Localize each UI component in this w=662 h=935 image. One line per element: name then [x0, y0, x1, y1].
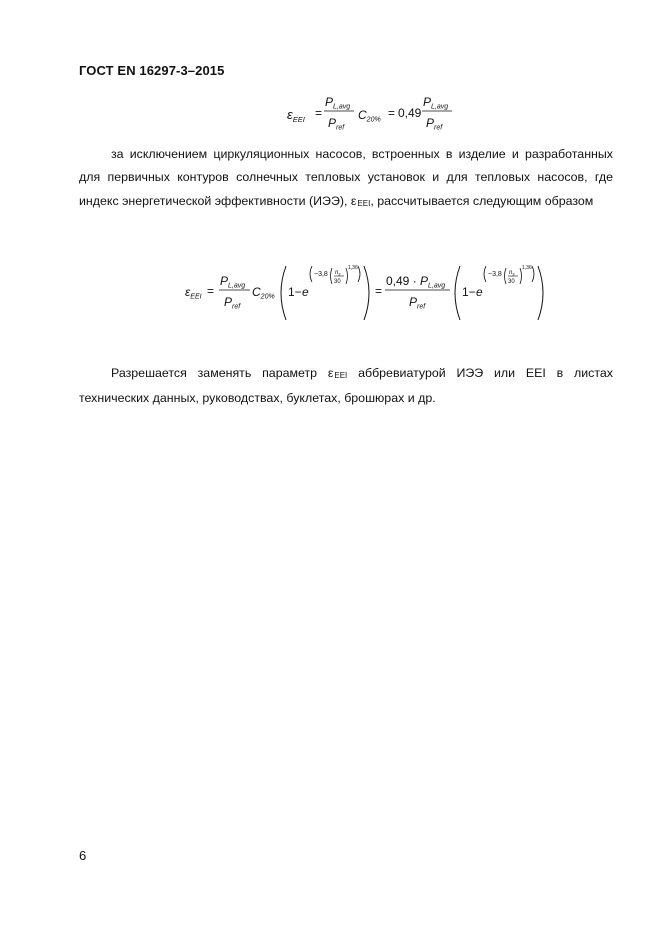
formula2-left-paren-2	[455, 266, 460, 320]
formula2-numerator: $P_{L,avg}$	[220, 274, 246, 290]
formula2-right-paren	[364, 266, 369, 320]
formula2-lhs: $\varepsilon_{EEI}$	[185, 285, 202, 301]
formula1-coefficient: $C_{20\%}$	[358, 108, 381, 124]
formula2-denominator-2: $P_{ref}$	[409, 295, 426, 311]
formula2-exp-right-paren	[358, 266, 360, 282]
paragraph2-text-after: аббревиатурой ИЭЭ или EEI в листах технических данных, руководствах, буклетах, брошюрах и др.	[79, 366, 613, 406]
formula1-equals-2: =	[388, 106, 396, 120]
paragraph2-eei-subscript: EEI	[334, 371, 348, 380]
formula2-one-minus: 1−	[288, 285, 302, 299]
paragraph2-text-before: Разрешается заменять параметр ε	[111, 366, 334, 380]
formula1-lhs: $\varepsilon_{EEI}$	[287, 107, 305, 124]
paragraph1-eei-subscript: EEI	[357, 198, 371, 208]
formula2-exp-base-2: e	[476, 285, 483, 299]
paragraph-abbreviation	[79, 362, 613, 411]
formula1-denominator: $P_{ref}$	[328, 116, 345, 132]
formula1-equals: =	[315, 106, 323, 120]
document-header: ГОСТ EN 16297-3–2015	[79, 63, 225, 78]
formula2-equals-2: =	[375, 284, 383, 298]
formula2-exp-inner-left-paren-2	[505, 268, 507, 284]
formula2-equals: =	[207, 284, 215, 298]
formula-eei-simple	[280, 91, 480, 137]
formula1-denominator-2: $P_{ref}$	[426, 116, 443, 132]
formula2-exp-frac-bottom-2: 30	[508, 279, 515, 285]
formula1-numerator-2: $P_{L,avg}$	[423, 95, 449, 111]
formula2-exp-left-paren-2	[484, 266, 486, 282]
formula2-exp-frac-bottom: 30	[334, 279, 341, 285]
formula2-exp-power: 1,36	[348, 265, 358, 271]
formula2-exp-power-2: 1,36	[522, 265, 532, 271]
page-number: 6	[79, 848, 87, 863]
formula2-exp-right-paren-2	[532, 266, 534, 282]
formula2-coefficient: $C_{20\%}$	[252, 285, 275, 301]
formula2-exp-coef-2: −3,8	[488, 271, 502, 278]
formula2-exp-inner-left-paren	[331, 268, 333, 284]
formula2-left-paren	[281, 266, 286, 320]
formula2-exp-coef: −3,8	[314, 271, 328, 278]
formula2-exp-frac-top: $n_s$	[335, 270, 341, 277]
formula2-one-minus-2: 1−	[462, 285, 476, 299]
formula2-right-paren-2	[538, 266, 543, 320]
paragraph1-tail: , рассчитывается следующим образом	[370, 193, 594, 208]
formula2-denominator: $P_{ref}$	[224, 295, 241, 311]
paragraph-exclusion	[79, 143, 613, 215]
formula1-numerator: $P_{L,avg}$	[325, 95, 351, 111]
formula2-exp-frac-top-2: $n_s$	[509, 270, 515, 277]
formula2-numerator-2: $0,49 \cdot P_{L,avg}$	[386, 274, 446, 290]
formula1-constant: 0,49	[398, 106, 422, 120]
paragraph1-text: за исключением циркуляционных насосов, встроенных в изделие и разработанных для первичных контуров солнечных тепловых установок и для тепловых насосов, где индекс энергетической эффективности (ИЭЭ), ε	[79, 147, 613, 208]
formula-eei-exponential	[180, 260, 550, 326]
formula2-exp-left-paren	[310, 266, 312, 282]
formula2-exp-base: e	[302, 285, 309, 299]
